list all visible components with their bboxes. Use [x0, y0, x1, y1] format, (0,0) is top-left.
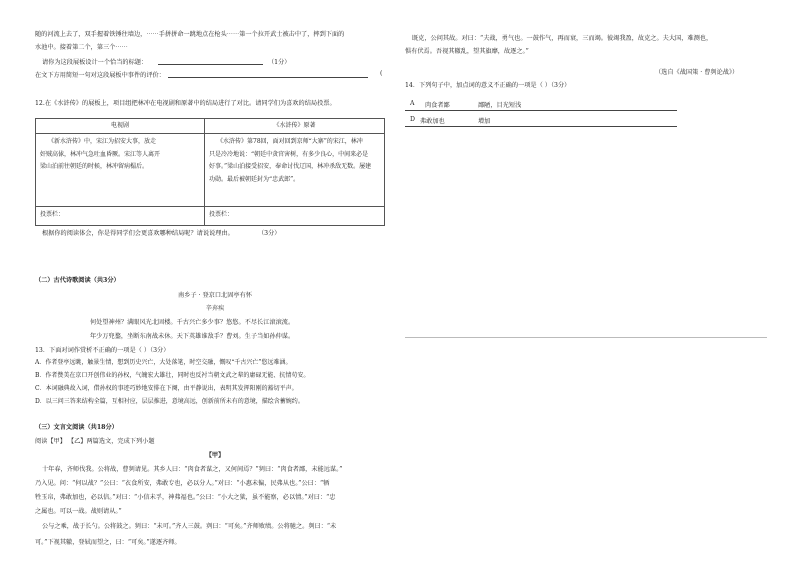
col-header-tv: 电视剧 — [36, 119, 205, 134]
q14-row-a-phrase: 肉食者鄙 — [425, 102, 450, 109]
eval-answer-line[interactable] — [168, 77, 368, 78]
q14-row-d-rule — [405, 126, 677, 127]
tv-line-2: 奸贼高俅，林冲气急吐血昏厥。宋江等人离开 — [40, 150, 161, 158]
q13-option-a[interactable]: A．作者登亭远眺，触景生情，想到历史兴亡，大处落笔，时空交融，慨叹“千古兴亡”悠远难涵。 — [35, 359, 292, 366]
poem-author: 辛弃疾 — [205, 305, 225, 312]
q13-option-d[interactable]: D．以三问三答来结构全篇，互相衬应，层层推进，意境高远，创新前所未有的意境，描绘含蓄婉约。 — [35, 398, 304, 405]
q13-option-b[interactable]: B．作者赞美在京口开创伟业的孙权，气魄宏大雄壮，同时也反衬当朝文武之辈的庸碌无能、抗情苟安。 — [35, 372, 310, 379]
title-score: （1分） — [268, 59, 291, 66]
q14-row-d-meaning: 增加 — [478, 118, 491, 125]
tv-ending-cell — [36, 134, 205, 207]
classical-instruction: 阅读【甲】 【乙】两篇选文，完成下列小题 — [35, 438, 155, 445]
q14-row-a-meaning: 鄙陋，目光短浅 — [478, 102, 522, 109]
tv-line-1: 《新水浒传》中，宋江为招安大事，放走 — [48, 138, 157, 145]
q14-row-d-letter[interactable]: D — [410, 116, 415, 123]
vote-label-tv: 投票栏： — [40, 211, 65, 218]
ending-comparison-table — [35, 118, 385, 226]
jia-line-6: 可。”下视其辙，登轼而望之，曰：“可矣。”遂逐齐师。 — [35, 539, 181, 546]
poem-title: 南乡子 · 登京口北固亭有怀 — [178, 292, 252, 299]
question-13: 13．下面对词作赏析不正确的一项是（ ）（3分） — [35, 347, 170, 354]
q14-row-d-phrase: 弗敢加也 — [420, 118, 445, 125]
q12-followup: 根据你的阅读体会，你是得同学们会更喜欢哪种结局呢？请说说理由。 — [42, 230, 234, 237]
novel-line-1: 《水浒传》第78回，面对回到京师“大寨”的宋江，林冲 — [217, 138, 363, 145]
eval-paren-icon: ( — [380, 70, 383, 77]
classical-section-heading: （三）文言文阅读（共18分） — [35, 424, 118, 431]
right-bottom-divider — [405, 337, 767, 338]
right-top-line-2: 惧有伏焉。吾视其辙乱，望其旗靡，故逐之。” — [405, 48, 529, 55]
col-header-novel: 《水浒传》原著 — [205, 119, 385, 134]
intro-line-2: 水池中。接着第二个，第三个⋯⋯ — [35, 44, 128, 51]
jia-line-4: 之属也。可以一战。战则请从。” — [35, 508, 122, 515]
eval-prompt: 在文下方用简短一句对这段展板中事件的评价： — [35, 72, 165, 79]
jia-line-5: 公与之乘，战于长勺。公将鼓之。刿曰：“未可。”齐人三鼓。刿曰：“可矣。”齐师败绩。公将驰之。刿曰：“未 — [42, 523, 337, 530]
jia-line-2: 乃入见。问：“何以战？”公曰：“衣食所安，弗敢专也，必以分人。”对曰：“小惠未徧，民弗从也。”公曰：“牺 — [35, 480, 330, 487]
title-answer-line[interactable] — [158, 64, 263, 65]
poem-section-heading: （二）古代诗歌阅读（共3分） — [35, 277, 120, 284]
jia-line-1: 十年春，齐师伐我。公将战，曹刿请见。其乡人曰：“肉食者谋之，又何间焉？”刿曰：“肉食者鄙，未能远谋。” — [42, 466, 343, 473]
vote-cell-tv[interactable] — [36, 207, 205, 226]
jia-heading: 【甲】 — [205, 452, 225, 459]
title-prompt: 请你为这段展板设计一个恰当的标题： — [42, 59, 148, 66]
novel-line-2: 只是冷冷地说：“朝廷中贪官害树，有多少良心，中间来必是 — [209, 150, 369, 158]
novel-line-4: 功勋。最后被朝廷封为“忠武郎”。 — [209, 175, 300, 183]
source-citation: （选自《战国策 · 曹刿论战》） — [655, 69, 739, 76]
vote-cell-novel[interactable] — [205, 207, 385, 226]
q14-row-a-rule — [405, 110, 677, 111]
q12-score: （3分） — [258, 230, 281, 237]
jia-line-3: 牲玉帛，弗敢加也，必以信。”对曰：“小信未孚，神弗福也。”公曰：“小大之狱，虽不能察，必以情。”对曰：“忠 — [35, 494, 336, 501]
intro-line-1: 随的河流上去了，双手握着铁锤往墙边，⋯⋯手拼拼命一跳地点在枪头⋯⋯第一个拉开武士被击中了，摔到下面的 — [35, 31, 345, 38]
q13-option-c[interactable]: C．本词融典故入词，借孙权的事迹巧妙地安排在下阕，由平静说出，表明其发挥阳刚的豁切平声。 — [35, 385, 298, 392]
right-top-line-1: 既克，公问其故。对曰：“夫战，勇气也。一鼓作气，再而衰，三而竭。彼竭我盈，故克之。夫大国，难测也， — [412, 35, 713, 42]
vote-label-novel: 投票栏： — [209, 211, 234, 218]
poem-line-1: 何处望神州？满眼风光北固楼。千古兴亡多少事？悠悠。不尽长江滚滚流。 — [90, 319, 295, 326]
question-14: 14．下列句子中，加点词的意义不正确的一项是（ ）（3分） — [405, 82, 571, 89]
novel-line-3: 好事。”梁山泊接受招安，奉命讨伐辽国，林冲杀敌无数。屡建 — [209, 163, 372, 170]
novel-ending-cell — [205, 134, 385, 207]
poem-line-2: 年少万兜鍪，坐断东南战未休。天下英雄谁敌手？曹刘。生子当如孙仲谋。 — [90, 333, 295, 340]
q14-row-a-letter[interactable]: A — [410, 100, 415, 107]
question-12: 12.在《水浒传》的展板上，项目组把林冲在电视剧和原著中的结局进行了对比。请同学们为喜欢的结局投票。 — [35, 100, 336, 107]
tv-line-3: 梁山泊前往朝廷的时候，林冲留病榻后。 — [40, 163, 149, 170]
